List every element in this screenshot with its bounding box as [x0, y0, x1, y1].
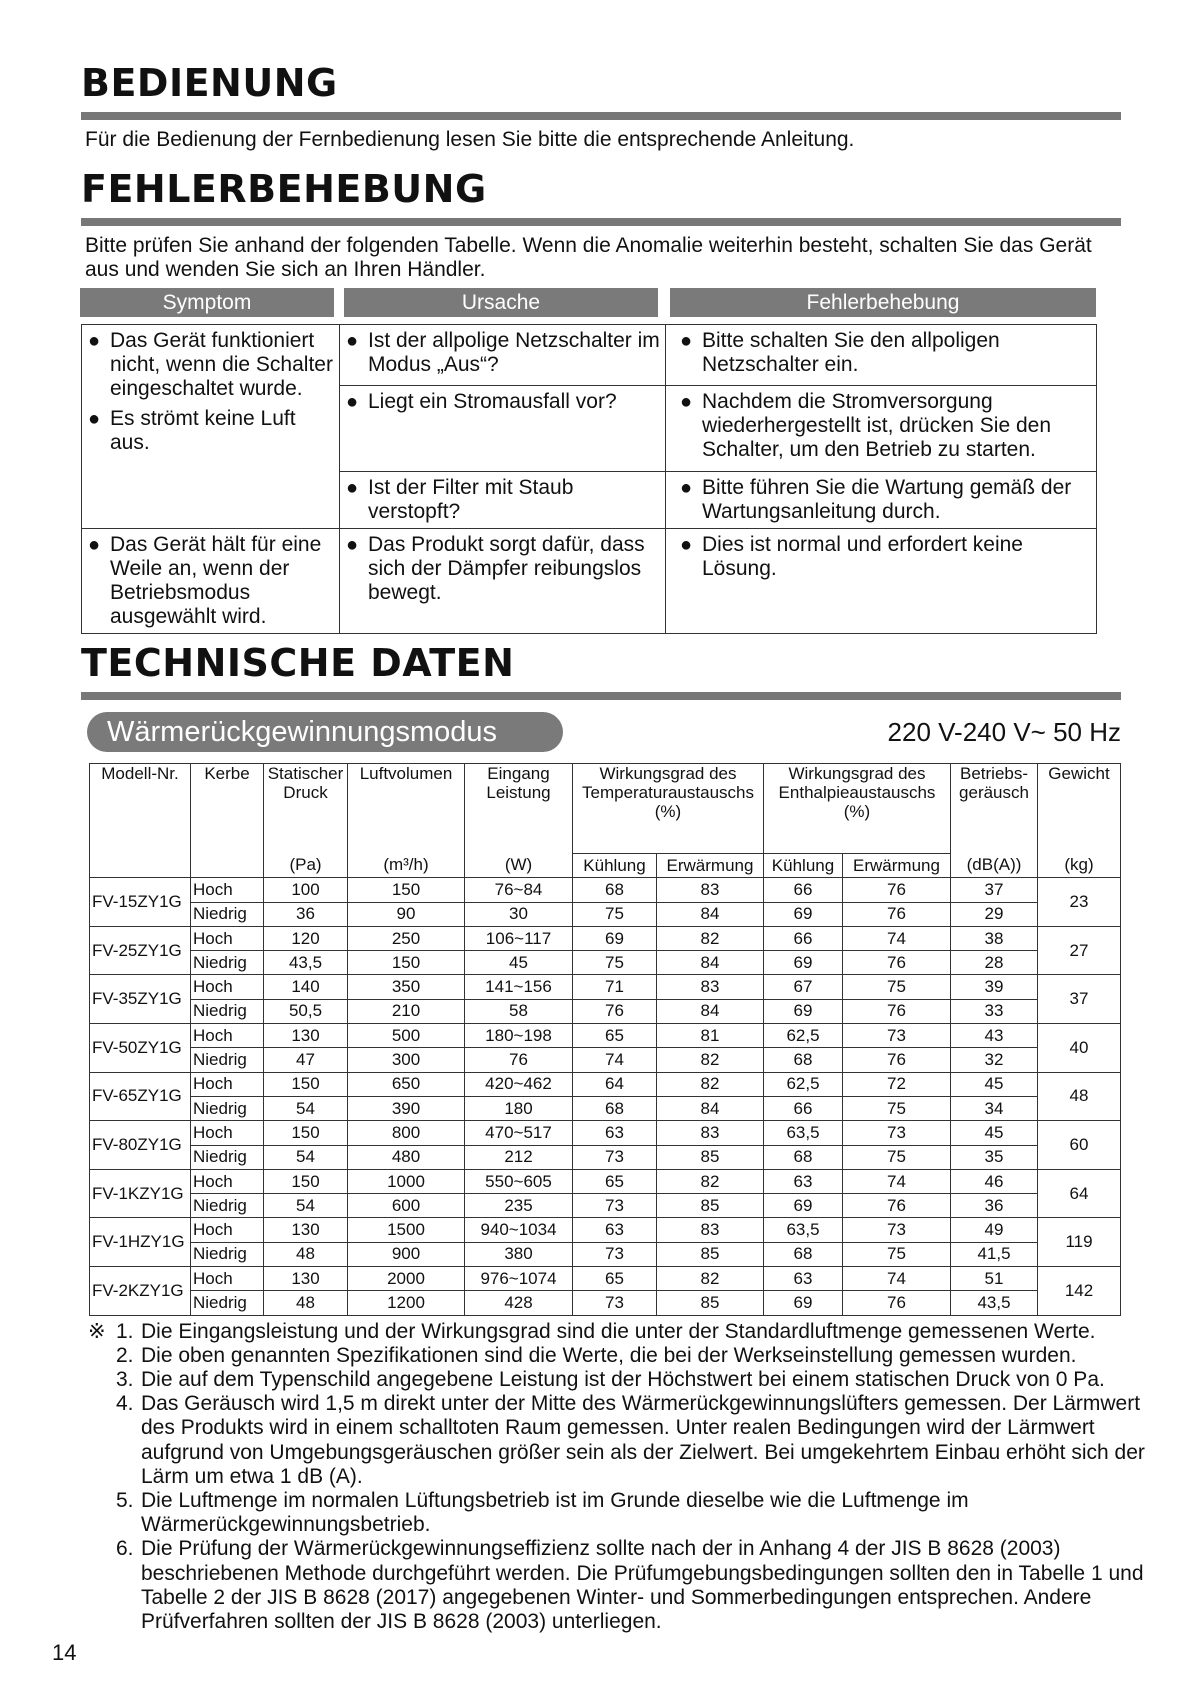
header-ursache: Ursache: [344, 288, 658, 317]
value-cell: 54: [264, 1096, 348, 1120]
header-symptom: Symptom: [80, 288, 334, 317]
value-cell: 83: [657, 878, 764, 902]
value-cell: 48: [264, 1291, 348, 1315]
value-cell: 69: [764, 1291, 843, 1315]
note-text: Die oben genannten Spezifikationen sind die Werte, die bei der Werkseinstellung gemessen wurden.: [141, 1343, 1077, 1367]
value-cell: 63: [764, 1267, 843, 1291]
value-cell: 130: [264, 1218, 348, 1242]
value-cell: 84: [657, 951, 764, 975]
note-text: Die Eingangsleistung und der Wirkungsgrad sind die unter der Standardluftmenge gemessenen Werte.: [141, 1319, 1096, 1343]
weight-cell: 119: [1038, 1218, 1121, 1267]
value-cell: 900: [348, 1242, 465, 1266]
value-cell: 69: [573, 926, 657, 950]
notch-cell: Niedrig: [191, 902, 264, 926]
value-cell: 2000: [348, 1267, 465, 1291]
bullet-icon: ●: [680, 391, 693, 413]
value-cell: 74: [843, 926, 951, 950]
value-cell: 600: [348, 1194, 465, 1218]
value-cell: 75: [573, 902, 657, 926]
cause-text: Ist der Filter mit Staub verstopft?: [368, 476, 574, 523]
value-cell: 58: [465, 999, 573, 1023]
value-cell: 32: [951, 1048, 1038, 1072]
note-number: 2.: [116, 1343, 134, 1367]
value-cell: 45: [951, 1121, 1038, 1145]
note-item: [88, 1537, 1148, 1634]
notch-cell: Hoch: [191, 1024, 264, 1048]
value-cell: 72: [843, 1072, 951, 1096]
value-cell: 940~1034: [465, 1218, 573, 1242]
col-noise: Betriebs-geräusch: [951, 764, 1038, 854]
symptom-text: Das Gerät hält für eine Weile an, wenn der Betriebsmodus ausgewählt wird.: [110, 533, 322, 628]
note-item: [88, 1344, 1148, 1368]
value-cell: 390: [348, 1096, 465, 1120]
value-cell: 73: [573, 1291, 657, 1315]
weight-cell: 64: [1038, 1169, 1121, 1218]
value-cell: 63,5: [764, 1121, 843, 1145]
value-cell: 1500: [348, 1218, 465, 1242]
col-temp: Wirkungsgrad des Temperaturaustauschs (%): [573, 764, 764, 854]
value-cell: 36: [951, 1194, 1038, 1218]
value-cell: 180: [465, 1096, 573, 1120]
table-row: [90, 926, 1121, 950]
model-cell: FV-35ZY1G: [90, 975, 191, 1024]
value-cell: 76: [843, 1048, 951, 1072]
remedy-text: Bitte schalten Sie den allpoligen Netzschalter ein.: [702, 329, 1000, 376]
value-cell: 63: [764, 1169, 843, 1193]
notch-cell: Hoch: [191, 1072, 264, 1096]
page-content: [52, 0, 1145, 1686]
table-row: [90, 1096, 1121, 1120]
notch-cell: Niedrig: [191, 1291, 264, 1315]
unit: (Pa): [264, 854, 348, 878]
remedy-text: Dies ist normal und erfordert keine Lösung.: [702, 533, 1023, 580]
bedienung-text: Für die Bedienung der Fernbedienung lesen Sie bitte die entsprechende Anleitung.: [85, 128, 855, 151]
value-cell: 49: [951, 1218, 1038, 1242]
notch-cell: Hoch: [191, 1121, 264, 1145]
value-cell: 75: [573, 951, 657, 975]
symptom-cell: [82, 529, 340, 634]
value-cell: 83: [657, 1121, 764, 1145]
table-row: [90, 999, 1121, 1023]
col-weight: Gewicht: [1038, 764, 1121, 854]
weight-cell: 48: [1038, 1072, 1121, 1121]
value-cell: 84: [657, 999, 764, 1023]
table-row: [90, 1291, 1121, 1315]
value-cell: 350: [348, 975, 465, 999]
value-cell: 66: [764, 926, 843, 950]
model-cell: FV-2KZY1G: [90, 1267, 191, 1316]
value-cell: 73: [573, 1145, 657, 1169]
value-cell: 73: [843, 1121, 951, 1145]
notch-cell: Hoch: [191, 1169, 264, 1193]
notch-cell: Hoch: [191, 1218, 264, 1242]
value-cell: 47: [264, 1048, 348, 1072]
unit: (dB(A)): [951, 854, 1038, 878]
value-cell: 212: [465, 1145, 573, 1169]
heading-technische-daten: TECHNISCHE DATEN: [81, 641, 515, 685]
value-cell: 84: [657, 1096, 764, 1120]
value-cell: 65: [573, 1169, 657, 1193]
specifications-table: [89, 763, 1121, 1316]
value-cell: 82: [657, 1048, 764, 1072]
col-airflow: Luftvolumen: [348, 764, 465, 854]
divider: [81, 692, 1121, 700]
bullet-icon: ●: [680, 477, 693, 499]
notch-cell: Hoch: [191, 926, 264, 950]
value-cell: 210: [348, 999, 465, 1023]
model-cell: FV-1HZY1G: [90, 1218, 191, 1267]
value-cell: 50,5: [264, 999, 348, 1023]
value-cell: 82: [657, 926, 764, 950]
bullet-icon: ●: [680, 534, 693, 556]
value-cell: 36: [264, 902, 348, 926]
remedy-cell: [666, 472, 1097, 529]
value-cell: 550~605: [465, 1169, 573, 1193]
bullet-icon: ●: [88, 330, 101, 352]
value-cell: 180~198: [465, 1024, 573, 1048]
value-cell: 64: [573, 1072, 657, 1096]
value-cell: 33: [951, 999, 1038, 1023]
value-cell: 76: [843, 1291, 951, 1315]
value-cell: 45: [951, 1072, 1038, 1096]
value-cell: 28: [951, 951, 1038, 975]
value-cell: 41,5: [951, 1242, 1038, 1266]
value-cell: 76~84: [465, 878, 573, 902]
value-cell: 76: [843, 1194, 951, 1218]
note-number: 6.: [116, 1537, 134, 1561]
value-cell: 83: [657, 975, 764, 999]
symptom-text: Das Gerät funktioniert nicht, wenn die Schalter eingeschaltet wurde.: [110, 329, 333, 400]
value-cell: 68: [764, 1145, 843, 1169]
value-cell: 63,5: [764, 1218, 843, 1242]
weight-cell: 23: [1038, 878, 1121, 927]
value-cell: 45: [465, 951, 573, 975]
weight-cell: 27: [1038, 926, 1121, 975]
value-cell: 43,5: [264, 951, 348, 975]
table-row: [90, 1267, 1121, 1291]
heading-fehlerbehebung: FEHLERBEHEBUNG: [81, 167, 487, 211]
note-text: Die Luftmenge im normalen Lüftungsbetrieb ist im Grunde dieselbe wie die Luftmenge im Wärmerückgewinnungsbetrieb.: [141, 1489, 969, 1537]
note-number: 3.: [116, 1368, 134, 1392]
cause-text: Ist der allpolige Netzschalter im Modus „Aus“?: [368, 329, 660, 376]
model-cell: FV-50ZY1G: [90, 1024, 191, 1073]
note-mark: [88, 1368, 116, 1392]
table-row: [90, 1194, 1121, 1218]
notch-cell: Hoch: [191, 975, 264, 999]
sub-heat: Erwärmung: [843, 854, 951, 878]
value-cell: 63: [573, 1121, 657, 1145]
value-cell: 75: [843, 975, 951, 999]
note-item: [88, 1489, 1148, 1537]
mode-label: Wärmerückgewinnungsmodus: [87, 712, 563, 752]
symptom-text: Es strömt keine Luft aus.: [110, 407, 296, 454]
value-cell: 69: [764, 951, 843, 975]
value-cell: 39: [951, 975, 1038, 999]
value-cell: 76: [573, 999, 657, 1023]
heading-bedienung: BEDIENUNG: [81, 61, 338, 105]
value-cell: 35: [951, 1145, 1038, 1169]
cause-text: Liegt ein Stromausfall vor?: [368, 390, 617, 413]
value-cell: 1200: [348, 1291, 465, 1315]
troubleshooting-header: [81, 288, 1121, 317]
value-cell: 235: [465, 1194, 573, 1218]
model-cell: FV-65ZY1G: [90, 1072, 191, 1121]
cause-cell: [340, 386, 666, 472]
bullet-icon: ●: [346, 330, 359, 352]
value-cell: 141~156: [465, 975, 573, 999]
remedy-text: Nachdem die Stromversorgung wiederhergestellt ist, drücken Sie den Schalter, um den Betrieb zu starten.: [702, 390, 1052, 461]
table-row: [90, 1121, 1121, 1145]
value-cell: 65: [573, 1024, 657, 1048]
note-mark: [88, 1344, 116, 1368]
divider: [81, 218, 1121, 226]
value-cell: 65: [573, 1267, 657, 1291]
value-cell: 74: [843, 1267, 951, 1291]
unit: (W): [465, 854, 573, 878]
voltage-label: 220 V-240 V~ 50 Hz: [887, 716, 1121, 747]
value-cell: 76: [843, 878, 951, 902]
notch-cell: Niedrig: [191, 1194, 264, 1218]
value-cell: 68: [573, 1096, 657, 1120]
value-cell: 85: [657, 1145, 764, 1169]
value-cell: 140: [264, 975, 348, 999]
value-cell: 85: [657, 1242, 764, 1266]
table-row: [90, 902, 1121, 926]
weight-cell: 60: [1038, 1121, 1121, 1170]
notes: [88, 1320, 1148, 1635]
value-cell: 120: [264, 926, 348, 950]
note-text: Die auf dem Typenschild angegebene Leistung ist der Höchstwert bei einem statischen Druck von 0 Pa.: [141, 1368, 1105, 1392]
bullet-icon: ●: [346, 477, 359, 499]
value-cell: 74: [843, 1169, 951, 1193]
value-cell: 130: [264, 1024, 348, 1048]
value-cell: 82: [657, 1072, 764, 1096]
notch-cell: Niedrig: [191, 999, 264, 1023]
note-text: Das Geräusch wird 1,5 m direkt unter der Mitte des Wärmerückgewinnungslüfters gemessen. Der Lärmwert des Produkts wird in einem schalltoten Raum gemessen. Unter realen Bedingungen wird der Lärmwert aufgrund von Umgebungsgeräuschen größer sein als der Zielwert. Bei umgekehrtem Einbau erhöht sich der Lärm um etwa 1 dB (A).: [141, 1392, 1145, 1488]
value-cell: 68: [764, 1048, 843, 1072]
value-cell: 75: [843, 1242, 951, 1266]
value-cell: 150: [264, 1072, 348, 1096]
table-row: [90, 1048, 1121, 1072]
value-cell: 84: [657, 902, 764, 926]
value-cell: 73: [573, 1242, 657, 1266]
value-cell: 150: [348, 878, 465, 902]
value-cell: 106~117: [465, 926, 573, 950]
value-cell: 90: [348, 902, 465, 926]
value-cell: 85: [657, 1194, 764, 1218]
bullet-icon: ●: [680, 330, 693, 352]
note-number: 4.: [116, 1392, 134, 1416]
value-cell: 69: [764, 999, 843, 1023]
table-row: [90, 1169, 1121, 1193]
sub-cool: Kühlung: [573, 854, 657, 878]
value-cell: 54: [264, 1145, 348, 1169]
table-row: [90, 1145, 1121, 1169]
unit: (m³/h): [348, 854, 465, 878]
value-cell: 650: [348, 1072, 465, 1096]
col-notch: Kerbe: [191, 764, 264, 878]
note-mark: [88, 1537, 116, 1634]
table-row: [90, 951, 1121, 975]
value-cell: 976~1074: [465, 1267, 573, 1291]
value-cell: 75: [843, 1096, 951, 1120]
table-row: [90, 878, 1121, 902]
weight-cell: 37: [1038, 975, 1121, 1024]
value-cell: 76: [843, 999, 951, 1023]
notch-cell: Niedrig: [191, 1048, 264, 1072]
table-row: [90, 1218, 1121, 1242]
remedy-cell: [666, 325, 1097, 386]
model-cell: FV-25ZY1G: [90, 926, 191, 975]
value-cell: 63: [573, 1218, 657, 1242]
value-cell: 68: [764, 1242, 843, 1266]
value-cell: 37: [951, 878, 1038, 902]
cause-cell: [340, 472, 666, 529]
notch-cell: Niedrig: [191, 1145, 264, 1169]
table-row: [90, 1242, 1121, 1266]
remedy-text: Bitte führen Sie die Wartung gemäß der Wartungsanleitung durch.: [702, 476, 1072, 523]
table-row: [90, 1024, 1121, 1048]
remedy-cell: [666, 386, 1097, 472]
cause-cell: [340, 529, 666, 634]
value-cell: 81: [657, 1024, 764, 1048]
value-cell: 62,5: [764, 1072, 843, 1096]
note-mark: [88, 1392, 116, 1489]
header-fehlerbehebung: Fehlerbehebung: [670, 288, 1096, 317]
note-item: [88, 1320, 1148, 1344]
value-cell: 150: [264, 1121, 348, 1145]
value-cell: 62,5: [764, 1024, 843, 1048]
value-cell: 76: [843, 951, 951, 975]
value-cell: 75: [843, 1145, 951, 1169]
value-cell: 100: [264, 878, 348, 902]
table-row: [90, 975, 1121, 999]
note-mark: [88, 1489, 116, 1537]
value-cell: 69: [764, 1194, 843, 1218]
value-cell: 43,5: [951, 1291, 1038, 1315]
cause-cell: [340, 325, 666, 386]
value-cell: 51: [951, 1267, 1038, 1291]
col-enth: Wirkungsgrad des Enthalpieaustauschs (%): [764, 764, 951, 854]
fehler-intro: Bitte prüfen Sie anhand der folgenden Tabelle. Wenn die Anomalie weiterhin besteht, schalten Sie das Gerät aus und wenden Sie sich an Ihren Händler.: [85, 234, 1092, 281]
value-cell: 500: [348, 1024, 465, 1048]
col-pressure: Statischer Druck: [264, 764, 348, 854]
value-cell: 250: [348, 926, 465, 950]
bullet-icon: ●: [346, 391, 359, 413]
value-cell: 800: [348, 1121, 465, 1145]
note-text: Die Prüfung der Wärmerückgewinnungseffizienz sollte nach der in Anhang 4 der JIS B 8628 (2003) beschriebenen Methode durchgeführt werden. Die Prüfumgebungsbedingungen sollten den in Tabelle 1 und Tabelle 2 der JIS B 8628 (2017) angegebenen Winter- und Sommerbedingungen entsprechen. Andere Prüfverfahren sollten der JIS B 8628 (2003) unterliegen.: [141, 1537, 1144, 1634]
model-cell: FV-15ZY1G: [90, 878, 191, 927]
sub-heat: Erwärmung: [657, 854, 764, 878]
value-cell: 150: [264, 1169, 348, 1193]
troubleshooting-table: [81, 324, 1097, 634]
sub-cool: Kühlung: [764, 854, 843, 878]
value-cell: 69: [764, 902, 843, 926]
value-cell: 34: [951, 1096, 1038, 1120]
value-cell: 66: [764, 878, 843, 902]
value-cell: 480: [348, 1145, 465, 1169]
divider: [81, 112, 1121, 120]
value-cell: 428: [465, 1291, 573, 1315]
value-cell: 76: [843, 902, 951, 926]
value-cell: 48: [264, 1242, 348, 1266]
symptom-cell: [82, 325, 340, 529]
value-cell: 74: [573, 1048, 657, 1072]
mode-row: [81, 712, 1121, 752]
value-cell: 46: [951, 1169, 1038, 1193]
value-cell: 71: [573, 975, 657, 999]
note-number: 1.: [116, 1319, 134, 1343]
value-cell: 38: [951, 926, 1038, 950]
notch-cell: Hoch: [191, 878, 264, 902]
value-cell: 1000: [348, 1169, 465, 1193]
bullet-icon: ●: [88, 534, 101, 556]
weight-cell: 142: [1038, 1267, 1121, 1316]
bullet-icon: ●: [88, 408, 101, 430]
value-cell: 29: [951, 902, 1038, 926]
value-cell: 85: [657, 1291, 764, 1315]
weight-cell: 40: [1038, 1024, 1121, 1073]
notch-cell: Hoch: [191, 1267, 264, 1291]
note-item: [88, 1392, 1148, 1489]
value-cell: 150: [348, 951, 465, 975]
value-cell: 82: [657, 1267, 764, 1291]
value-cell: 420~462: [465, 1072, 573, 1096]
value-cell: 73: [843, 1024, 951, 1048]
note-mark: ※: [88, 1319, 106, 1343]
value-cell: 67: [764, 975, 843, 999]
value-cell: 66: [764, 1096, 843, 1120]
unit: (kg): [1038, 854, 1121, 878]
value-cell: 54: [264, 1194, 348, 1218]
value-cell: 130: [264, 1267, 348, 1291]
notch-cell: Niedrig: [191, 1242, 264, 1266]
value-cell: 73: [843, 1218, 951, 1242]
value-cell: 82: [657, 1169, 764, 1193]
notch-cell: Niedrig: [191, 1096, 264, 1120]
table-row: [90, 1072, 1121, 1096]
value-cell: 76: [465, 1048, 573, 1072]
remedy-cell: [666, 529, 1097, 634]
notch-cell: Niedrig: [191, 951, 264, 975]
value-cell: 300: [348, 1048, 465, 1072]
col-input: Eingang Leistung: [465, 764, 573, 854]
value-cell: 380: [465, 1242, 573, 1266]
bullet-icon: ●: [346, 534, 359, 556]
value-cell: 83: [657, 1218, 764, 1242]
value-cell: 73: [573, 1194, 657, 1218]
note-number: 5.: [116, 1489, 134, 1513]
value-cell: 30: [465, 902, 573, 926]
col-model: Modell-Nr.: [90, 764, 191, 878]
value-cell: 43: [951, 1024, 1038, 1048]
model-cell: FV-1KZY1G: [90, 1169, 191, 1218]
value-cell: 68: [573, 878, 657, 902]
page-number: 14: [52, 1640, 77, 1666]
value-cell: 470~517: [465, 1121, 573, 1145]
model-cell: FV-80ZY1G: [90, 1121, 191, 1170]
cause-text: Das Produkt sorgt dafür, dass sich der Dämpfer reibungslos bewegt.: [368, 533, 645, 604]
note-item: [88, 1368, 1148, 1392]
